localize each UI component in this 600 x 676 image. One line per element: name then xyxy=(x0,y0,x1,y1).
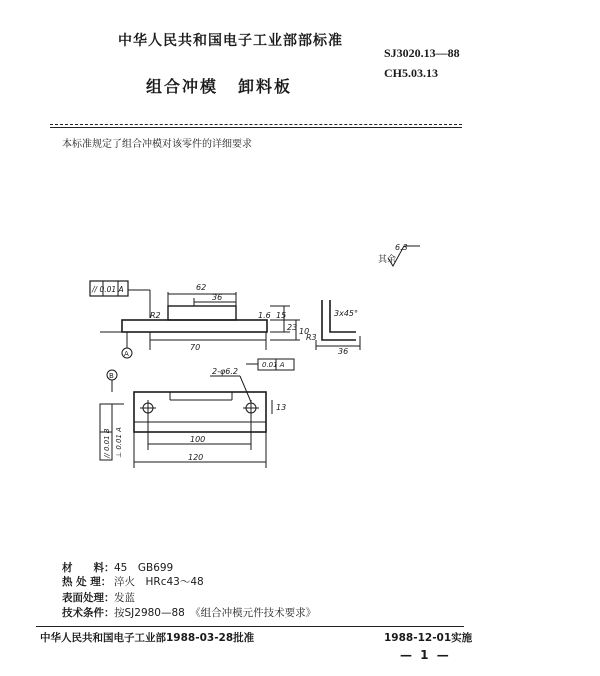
dim-100: 100 xyxy=(190,435,206,444)
effective-date: 1988-12-01实施 xyxy=(384,632,473,644)
roughness-small: 1.6 xyxy=(258,311,271,320)
surface-label: 表面处理： xyxy=(62,592,115,604)
dim-r2: R2 xyxy=(150,311,161,320)
page-number: — 1 — xyxy=(400,648,451,662)
sub-code: CH5.03.13 xyxy=(384,66,438,80)
dim-15: 15 xyxy=(276,311,287,320)
issuing-organization: 中华人民共和国电子工业部部标准 xyxy=(118,33,343,49)
material-value: 45 GB699 xyxy=(114,562,174,574)
title-part-1: 组合冲模 xyxy=(146,77,219,96)
front-view xyxy=(90,281,300,370)
plate-body xyxy=(122,320,267,332)
tolerance-flat: 0.01 A xyxy=(262,361,285,369)
dim-23: 23 xyxy=(287,323,298,332)
dim-62: 62 xyxy=(196,283,207,292)
dim-10: 10 xyxy=(299,327,310,336)
heat-label: 热 处 理： xyxy=(62,576,112,588)
spec-heat-treatment xyxy=(62,574,204,589)
holes-note: 2-φ6.2 xyxy=(212,367,238,376)
dim-120: 120 xyxy=(188,453,204,462)
roughness-value: 6.3 xyxy=(395,243,408,252)
heat-value: 淬火 HRc43～48 xyxy=(114,576,204,588)
spec-surface-treatment xyxy=(62,590,135,605)
plate-boss xyxy=(168,306,236,320)
side-view xyxy=(316,300,360,350)
dim-36-top: 36 xyxy=(212,293,223,302)
approval-date: 中华人民共和国电子工业部1988-03-28批准 xyxy=(40,632,255,644)
tolerance-side-1: // 0.01 B xyxy=(103,428,111,458)
datum-a: A xyxy=(124,350,129,358)
tech-label: 技术条件： xyxy=(62,607,115,619)
footer-rule xyxy=(36,626,464,627)
roughness-label: 其余 xyxy=(378,255,397,265)
tech-value: 按SJ2980—88 《组合冲模元件技术要求》 xyxy=(114,607,317,619)
dim-13: 13 xyxy=(276,403,287,412)
dim-r3: R3 xyxy=(306,333,317,342)
spec-material xyxy=(62,560,173,575)
top-view xyxy=(100,370,272,468)
spec-technical-conditions xyxy=(62,605,316,620)
dim-70: 70 xyxy=(190,343,201,352)
title-part-2: 卸料板 xyxy=(238,77,293,96)
surface-value: 发蓝 xyxy=(114,592,135,604)
tolerance-parallel-top: // 0.01 A xyxy=(92,285,124,294)
datum-b: B xyxy=(109,372,114,380)
material-label: 材 料： xyxy=(62,562,115,574)
scope-statement: 本标准规定了组合冲模对该零件的详细要求 xyxy=(62,139,252,150)
dim-36-side: 36 xyxy=(338,347,349,356)
standard-code: SJ3020.13—88 xyxy=(384,46,460,60)
dim-3x45: 3x45° xyxy=(334,309,359,318)
tolerance-side-2: ⊥ 0.01 A xyxy=(115,427,123,458)
plate-outline xyxy=(134,392,266,432)
